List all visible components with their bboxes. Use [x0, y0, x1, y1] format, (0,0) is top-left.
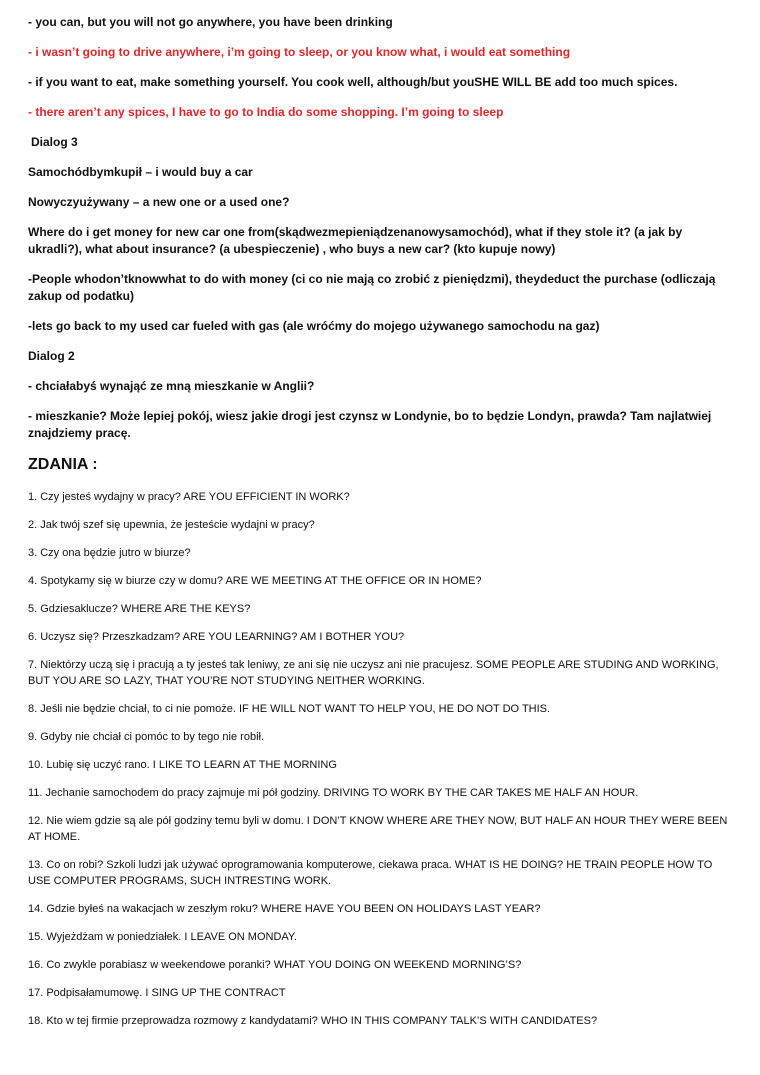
sentence-item: 2. Jak twój szef się upewnia, że jesteście wydajni w pracy?: [28, 519, 315, 531]
sentence-item: 14. Gdzie byłeś na wakacjach w zeszłym roku? WHERE HAVE YOU BEEN ON HOLIDAYS LAST YEAR?: [28, 903, 541, 915]
sentence-item: 18. Kto w tej firmie przeprowadza rozmowy z kandydatami? WHO IN THIS COMPANY TALK’S WITH CANDIDATES?: [28, 1015, 598, 1027]
dialog-line: - you can, but you will not go anywhere, you have been drinking: [28, 15, 393, 29]
sentence-item: 17. Podpisałamumowę. I SING UP THE CONTRACT: [28, 987, 286, 999]
dialog2-title: Dialog 2: [28, 349, 75, 363]
zdania-heading: ZDANIA :: [28, 456, 98, 473]
sentence-item: 3. Czy ona będzie jutro w biurze?: [28, 547, 191, 559]
sentence-item: 8. Jeśli nie będzie chciał, to ci nie pomoże. IF HE WILL NOT WANT TO HELP YOU, HE DO NOT DO THIS.: [28, 703, 551, 715]
dialog3-line: -People whodon’tknowwhat to do with money (ci co nie mają co zrobić z pieniędzmi), theydeduct the purchase (odliczają zakup od podatku): [28, 272, 716, 303]
dialog-line-red: - there aren’t any spices, I have to go to India do some shopping. I’m going to sleep: [28, 105, 504, 119]
sentence-item: 5. Gdziesaklucze? WHERE ARE THE KEYS?: [28, 603, 251, 615]
sentence-item: 11. Jechanie samochodem do pracy zajmuje mi pół godziny. DRIVING TO WORK BY THE CAR TAKES ME HALF AN HOUR.: [28, 787, 639, 799]
dialog3-line: -lets go back to my used car fueled with gas (ale wróćmy do mojego używanego samochodu na gaz): [28, 319, 600, 333]
sentence-item: 4. Spotykamy się w biurze czy w domu? ARE WE MEETING AT THE OFFICE OR IN HOME?: [28, 575, 482, 587]
sentence-item: 13. Co on robi? Szkoli ludzi jak używać oprogramowania komputerowe, ciekawa praca. WHAT IS HE DOING? HE TRAIN PEOPLE HOW TO USE COMPUTER PROGRAMS, SUCH INTRESTING WORK.: [28, 859, 713, 887]
sentence-item: 16. Co zwykle porabiasz w weekendowe poranki? WHAT YOU DOING ON WEEKEND MORNING’S?: [28, 959, 522, 971]
dialog3-title: Dialog 3: [31, 135, 78, 149]
sentence-item: 7. Niektórzy uczą się i pracują a ty jesteś tak leniwy, ze ani się nie uczysz ani nie pracujesz. SOME PEOPLE ARE STUDING AND WORKING, BUT YOU ARE SO LAZY, THAT YOU’RE NOT STUDYING NEITHER WORKING.: [28, 659, 719, 687]
sentence-item: 10. Lubię się uczyć rano. I LIKE TO LEARN AT THE MORNING: [28, 759, 337, 771]
dialog-line-red: - i wasn’t going to drive anywhere, i’m going to sleep, or you know what, i would eat something: [28, 45, 571, 59]
dialog2-line: - chciałabyś wynająć ze mną mieszkanie w Anglii?: [28, 379, 315, 393]
dialog3-line: Samochódbymkupił – i would buy a car: [28, 165, 253, 179]
dialog3-line: Nowyczyużywany – a new one or a used one?: [28, 195, 290, 209]
sentence-item: 6. Uczysz się? Przeszkadzam? ARE YOU LEARNING? AM I BOTHER YOU?: [28, 631, 405, 643]
dialog-line: - if you want to eat, make something yourself. You cook well, although/but youSHE WILL BE add too much spices.: [28, 75, 678, 89]
sentence-item: 15. Wyjeżdżam w poniedziałek. I LEAVE ON MONDAY.: [28, 931, 297, 943]
sentence-item: 9. Gdyby nie chciał ci pomóc to by tego nie robił.: [28, 731, 265, 743]
dialog2-line: - mieszkanie? Może lepiej pokój, wiesz jakie drogi jest czynsz w Londynie, bo to będzie Londyn, prawda? Tam najlatwiej znajdziemy pracę.: [28, 409, 712, 440]
sentence-item: 12. Nie wiem gdzie są ale pół godziny temu byli w domu. I DON’T KNOW WHERE ARE THEY NOW, BUT HALF AN HOUR THEY WERE BEEN AT HOME.: [28, 815, 728, 843]
sentence-item: 1. Czy jesteś wydajny w pracy? ARE YOU EFFICIENT IN WORK?: [28, 491, 350, 503]
dialog3-line: Where do i get money for new car one from(skądwezmepieniądzenanowysamochód), what if they stole it? (a jak by ukradli?), what about insurance? (a ubespieczenie) , who buys a new car? (kto kupuje nowy): [28, 225, 683, 256]
